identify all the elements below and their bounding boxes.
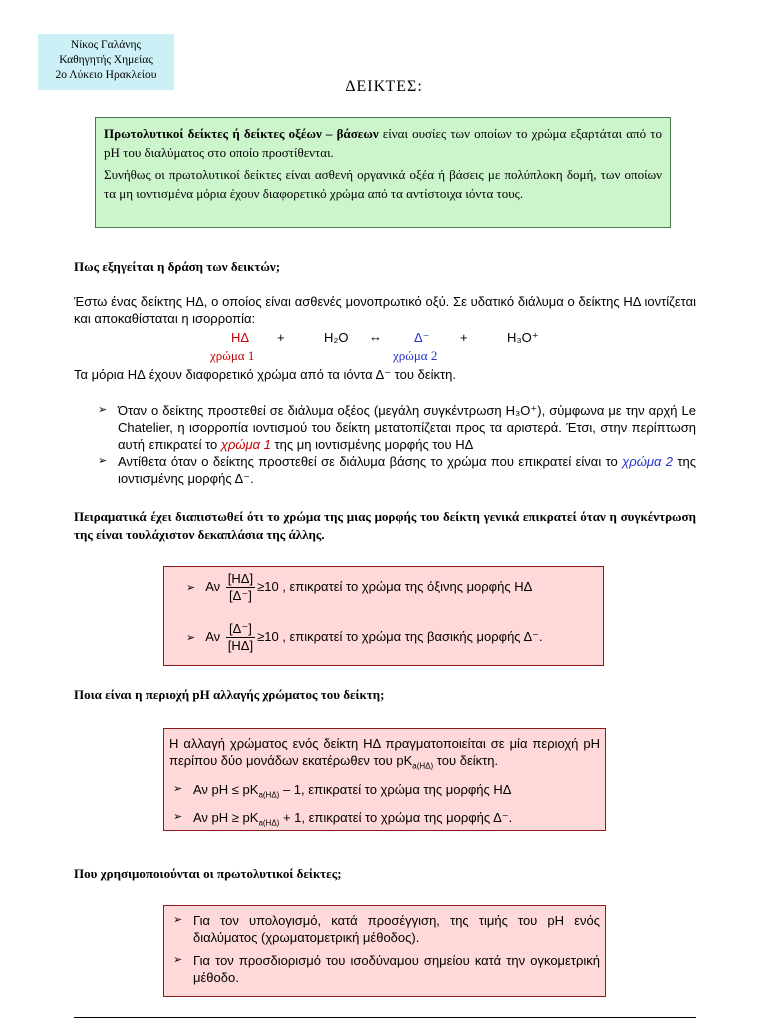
arrow-bullet-icon: ➢ (98, 455, 108, 467)
ratio-fraction-2: $\frac{[\Delta^-]}{[H\Delta]}$ (227, 621, 254, 653)
page-title: ΔΕΙΚΤΕΣ: (345, 78, 423, 95)
ratio-text-2: ≥10 , επικρατεί το χρώμα της βασικής μορφής Δ⁻. (257, 628, 543, 644)
section1-bullets (94, 402, 696, 487)
section1-intro: Έστω ένας δείκτης ΗΔ, ο οποίος είναι ασθενές μονοπρωτικό οξύ. Σε υδατικό διάλυμα ο δείκτης ΗΔ ιοντίζεται και αποκαθίσταται η ισορροπία: (74, 294, 696, 326)
list-item: ➢ Όταν ο δείκτης προστεθεί σε διάλυμα οξέος (μεγάλη συγκέντρωση H₃O⁺), σύμφωνα με την αρχή Le Chatelier, η ισορροπία ιοντισμού του δείκτη μετατοπίζεται προς τα αριστερά. Έτσι, στην περίπτωση αυτή επικρατεί το χρώμα 1 της μη ιοντισμένης μορφής του ΗΔ (98, 403, 696, 452)
eq-arrow: ↔ (369, 329, 382, 344)
list-item: ➢ Αντίθετα όταν ο δείκτης προστεθεί σε διάλυμα βάσης το χρώμα που επικρατεί είναι το χρώμα 2 της ιοντισμένης μορφής Δ⁻. (98, 454, 696, 486)
eq-d-minus: Δ⁻ (414, 330, 430, 345)
eq-plus-1: + (277, 330, 285, 345)
section1-heading: Πως εξηγείται η δράση των δεικτών; (74, 259, 281, 274)
list-item: ➢ Αν pH ≤ $pK_{a(H\Delta)} - 1$, επικρατεί το χρώμα της μορφής ΗΔ (173, 781, 512, 800)
section1-after: Τα μόρια ΗΔ έχουν διαφορετικό χρώμα από τα ιόντα Δ⁻ του δείκτη. (74, 367, 456, 382)
color-1-ref: χρώμα 1 (220, 437, 271, 452)
list-item: ➢ Αν pH ≥ $pK_{a(H\Delta)} + 1$, επικρατεί το χρώμα της μορφής Δ⁻. (173, 810, 513, 828)
definition-term: Πρωτολυτικοί δείκτες ή δείκτες οξέων – βάσεων (104, 126, 379, 141)
eq-h3o: H₃O⁺ (507, 330, 539, 345)
ratio-box (163, 566, 604, 666)
arrow-bullet-icon: ➢ (173, 914, 183, 926)
ratio-row-1 (186, 571, 532, 604)
arrow-bullet-icon: ➢ (173, 954, 183, 966)
experimental-note: Πειραματικά έχει διαπιστωθεί ότι το χρώμα της μιας μορφής του δείκτη γενικά επικρατεί όταν η συγκέντρωση της είναι τουλάχιστον δεκαπλάσια της άλλης. (74, 509, 696, 542)
author-role: Καθηγητής Χημείας (59, 54, 153, 66)
ratio-text-1: ≥10 , επικρατεί το χρώμα της όξινης μορφής ΗΔ (257, 578, 533, 594)
definition-paragraph-2: Συνήθως οι πρωτολυτικοί δείκτες είναι ασθενή οργανικά οξέα ή βάσεις με πολύπλοκη δομή, των οποίων τα μη ιοντισμένα μόρια έχουν διαφορετικό χρώμα από τα αντίστοιχα ιόντα τους. (104, 167, 662, 201)
eq-h2o: H₂O (324, 330, 349, 345)
section3-heading: Που χρησιμοποιούνται οι πρωτολυτικοί δείκτες; (74, 866, 342, 881)
ratio-if-label: Αν (205, 578, 221, 594)
eq-color-2: χρώμα 2 (393, 348, 438, 363)
arrow-bullet-icon: ➢ (173, 811, 183, 824)
color-2-ref: χρώμα 2 (622, 454, 673, 469)
ratio-fraction-1: $\frac{[H\Delta]}{[\Delta^-]}$ (227, 571, 254, 603)
definition-paragraph-1 (104, 125, 662, 162)
usage-box (163, 905, 606, 997)
section2-heading: Ποια είναι η περιοχή pH αλλαγής χρώματος του δείκτη; (74, 687, 385, 702)
list-item: ➢ Για τον προσδιορισμό του ισοδύναμου σημείου κατά την ογκομετρική μέθοδο. (173, 953, 600, 985)
ph-range-box (163, 728, 606, 831)
footer-divider (74, 1017, 696, 1018)
arrow-bullet-icon: ➢ (186, 581, 196, 594)
list-item: ➢ Για τον υπολογισμό, κατά προσέγγιση, της τιμής του pH ενός διαλύματος (χρωματομετρική μέθοδος). (173, 913, 600, 945)
arrow-bullet-icon: ➢ (186, 631, 196, 644)
ph-range-bullets (169, 781, 600, 832)
arrow-bullet-icon: ➢ (173, 782, 183, 795)
arrow-bullet-icon: ➢ (98, 404, 108, 416)
eq-color-1: χρώμα 1 (210, 348, 255, 363)
author-school: 2ο Λύκειο Ηρακλείου (55, 69, 157, 81)
eq-plus-2: + (460, 330, 468, 345)
usage-bullets (169, 912, 600, 986)
author-name: Νίκος Γαλάνης (70, 39, 142, 51)
ph-range-intro: Η αλλαγή χρώματος ενός δείκτη ΗΔ πραγματοποιείται σε μία περιοχή pH περίπου δύο μονάδων εκατέρωθεν του $pK_{a(H\Delta)}$ του δείκτη. (169, 736, 600, 771)
ratio-if-label: Αν (205, 628, 221, 644)
definition-text-1: είναι ουσίες των οποίων το χρώμα εξαρτάται από το pH του διαλύματος στο οποίο προστίθενται. (104, 126, 663, 160)
ratio-row-2 (186, 621, 543, 654)
definition-box (95, 117, 671, 228)
eq-hd: ΗΔ (231, 330, 250, 345)
